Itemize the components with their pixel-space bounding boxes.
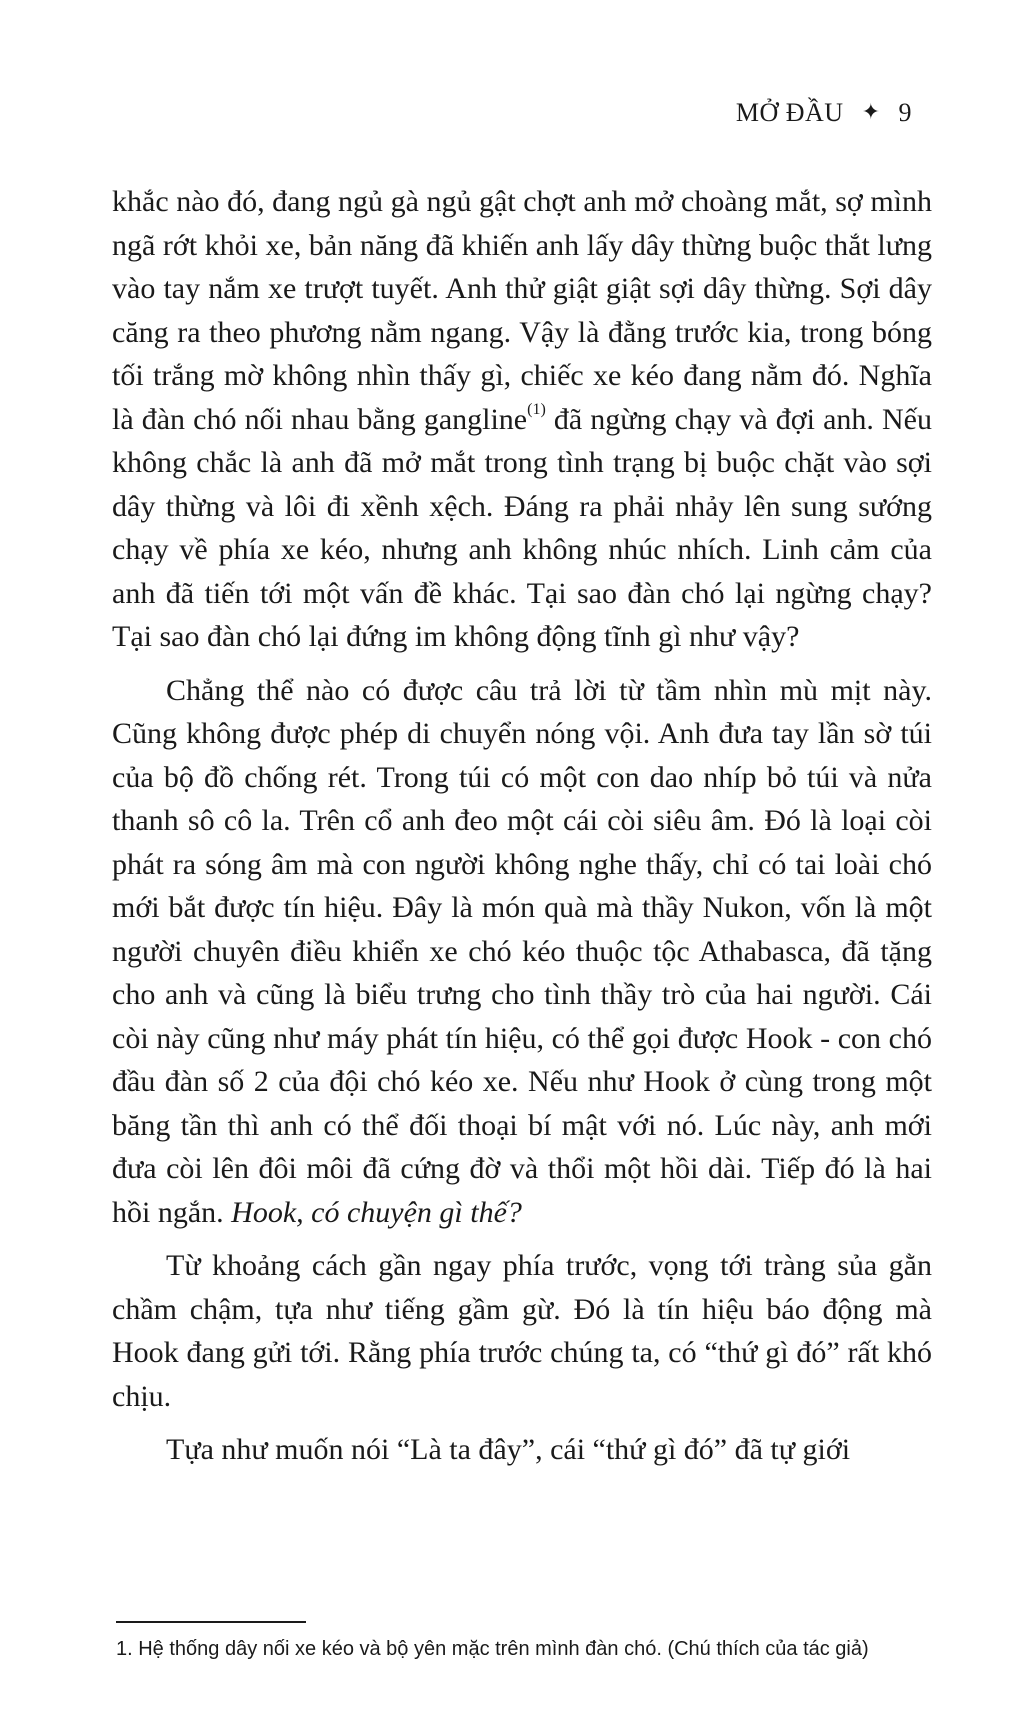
paragraph-2-italic: Hook, có chuyện gì thế? [231, 1195, 522, 1229]
running-header [736, 98, 912, 128]
paragraph-2-main: Chẳng thể nào có được câu trả lời từ tầm nhìn mù mịt này. Cũng không được phép di chuyển nóng vội. Anh đưa tay lần sờ túi của bộ đồ chống rét. Trong túi có một con dao nhíp bỏ túi và nửa thanh sô cô la. Trên cổ anh đeo một cái còi siêu âm. Đó là loại còi phát ra sóng âm mà con người không nghe thấy, chỉ có tai loài chó mới bắt được tín hiệu. Đây là món quà mà thầy Nukon, vốn là một người chuyên điều khiển xe chó kéo thuộc tộc Athabasca, đã tặng cho anh và cũng là biểu trưng cho tình thầy trò của hai người. Cái còi này cũng như máy phát tín hiệu, có thể gọi được Hook - con chó đầu đàn số 2 của đội chó kéo xe. Nếu như Hook ở cùng trong một băng tần thì anh có thể đối thoại bí mật với nó. Lúc này, anh mới đưa còi lên đôi môi đã cứng đờ và thổi một hồi dài. Tiếp đó là hai hồi ngắn. [112, 673, 932, 1229]
paragraph-4: Tựa như muốn nói “Là ta đây”, cái “thứ gì đó” đã tự giới [166, 1433, 851, 1466]
paragraph-3: Từ khoảng cách gần ngay phía trước, vọng tới tràng sủa gằn chầm chậm, tựa như tiếng gầm gừ. Đó là tín hiệu báo động mà Hook đang gửi tới. Rằng phía trước chúng ta, có “thứ gì đó” rất khó chịu. [112, 1249, 932, 1413]
paragraph-1-part-2: đã ngừng chạy và đợi anh. Nếu không chắc là anh đã mở mắt trong tình trạng bị buộc chặt vào sợi dây thừng và lôi đi xềnh xệch. Đáng ra phải nhảy lên sung sướng chạy về phía xe kéo, nhưng anh không nhúc nhích. Linh cảm của anh đã tiến tới một vấn đề khác. Tại sao đàn chó lại ngừng chạy? Tại sao đàn chó lại đứng im không động tĩnh gì như vậy? [112, 402, 932, 653]
footnote-divider [116, 1621, 306, 1623]
chapter-title: MỞ ĐẦU [735, 98, 844, 127]
paragraph-2 [112, 669, 932, 1235]
separator-ornament-icon: ✦ [861, 99, 881, 124]
page-number: 9 [898, 98, 912, 127]
footnote: 1. Hệ thống dây nối xe kéo và bộ yên mặc trên mình đàn chó. (Chú thích của tác giả) [116, 1638, 869, 1660]
main-text [112, 180, 932, 1482]
paragraph-1-part-1: khắc nào đó, đang ngủ gà ngủ gật chợt anh mở choàng mắt, sợ mình ngã rớt khỏi xe, bản năng đã khiến anh lấy dây thừng buộc thắt lưng vào tay nắm xe trượt tuyết. Anh thử giật giật sợi dây thừng. Sợi dây căng ra theo phương nằm ngang. Vậy là đằng trước kia, trong bóng tối trắng mờ không nhìn thấy gì, chiếc xe kéo đang nằm đó. Nghĩa là đàn chó nối nhau bằng gangline [112, 185, 932, 436]
paragraph-1 [112, 180, 932, 659]
footnote-reference: (1) [527, 400, 546, 418]
